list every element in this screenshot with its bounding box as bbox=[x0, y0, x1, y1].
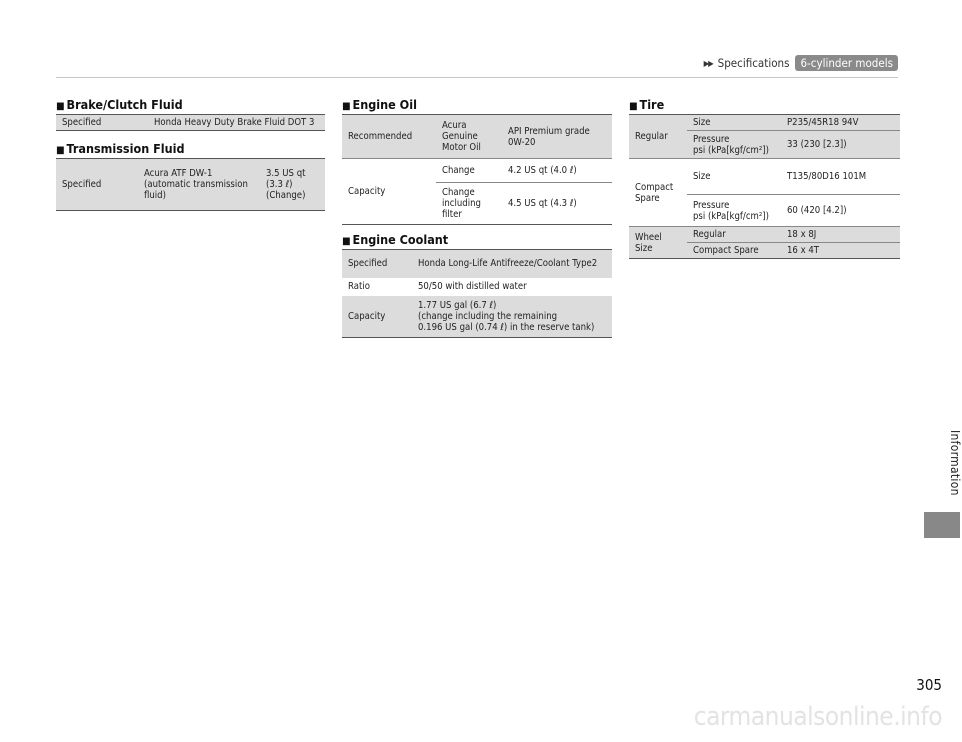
model-badge: 6-cylinder models bbox=[795, 55, 898, 71]
breadcrumb-arrows-icon: ▶▶ bbox=[703, 58, 713, 68]
brake-heading: ■ Brake/Clutch Fluid bbox=[56, 97, 183, 112]
table-row: Specified Honda Heavy Duty Brake Fluid DOT 3 bbox=[56, 115, 325, 131]
watermark: carmanualsonline.info bbox=[693, 702, 942, 732]
sidebar-tab bbox=[924, 426, 960, 536]
square-bullet-icon: ■ bbox=[342, 236, 351, 247]
header-section: Specifications bbox=[717, 56, 790, 70]
column-right bbox=[629, 97, 900, 259]
tire-heading: ■ Tire bbox=[629, 97, 665, 112]
oil-table bbox=[342, 114, 612, 225]
page-header bbox=[704, 55, 898, 71]
coolant-table bbox=[342, 249, 612, 338]
brake-table bbox=[56, 114, 325, 131]
table-row: Regular Size P235/45R18 94V bbox=[629, 115, 900, 131]
trans-table bbox=[56, 158, 325, 211]
table-row: Ratio 50/50 with distilled water bbox=[348, 281, 527, 292]
table-row: Specified Honda Long-Life Antifreeze/Coolant Type2 bbox=[342, 250, 612, 278]
table-row: Wheel Size Regular 18 x 8J bbox=[629, 227, 900, 243]
square-bullet-icon: ■ bbox=[56, 145, 65, 156]
coolant-heading: ■ Engine Coolant bbox=[342, 232, 449, 247]
oil-heading: ■ Engine Oil bbox=[342, 97, 417, 112]
table-row: Capacity Change 4.2 US qt (4.0 ℓ) bbox=[342, 159, 612, 183]
section-tab-marker bbox=[924, 512, 960, 538]
table-row: Change including filter 4.5 US qt (4.3 ℓ) bbox=[342, 183, 612, 225]
page-number: 305 bbox=[916, 676, 942, 694]
table-row: Compact Spare Size T135/80D16 101M bbox=[629, 159, 900, 195]
sidebar-label: Information bbox=[948, 430, 962, 496]
column-middle bbox=[342, 97, 612, 338]
tire-table bbox=[629, 114, 900, 259]
table-row: Specified Acura ATF DW-1 (automatic transmission fluid) 3.5 US qt (3.3 ℓ) (Change) bbox=[56, 159, 325, 211]
trans-heading: ■ Transmission Fluid bbox=[56, 141, 185, 156]
column-left bbox=[56, 97, 325, 211]
square-bullet-icon: ■ bbox=[56, 101, 65, 112]
square-bullet-icon: ■ bbox=[342, 101, 351, 112]
table-row: Capacity 1.77 US gal (6.7 ℓ) (change including the remaining 0.196 US gal (0.74 ℓ) in the reserve tank) bbox=[342, 296, 612, 338]
square-bullet-icon: ■ bbox=[629, 101, 638, 112]
table-row: Recommended Acura Genuine Motor Oil API Premium grade 0W-20 bbox=[342, 115, 612, 159]
table-row: Pressure psi (kPa[kgf/cm²]) 33 (230 [2.3]) bbox=[629, 131, 900, 159]
table-row: Pressure psi (kPa[kgf/cm²]) 60 (420 [4.2]) bbox=[693, 199, 847, 222]
table-row: Compact Spare 16 x 4T bbox=[629, 243, 900, 259]
header-rule bbox=[56, 77, 898, 78]
